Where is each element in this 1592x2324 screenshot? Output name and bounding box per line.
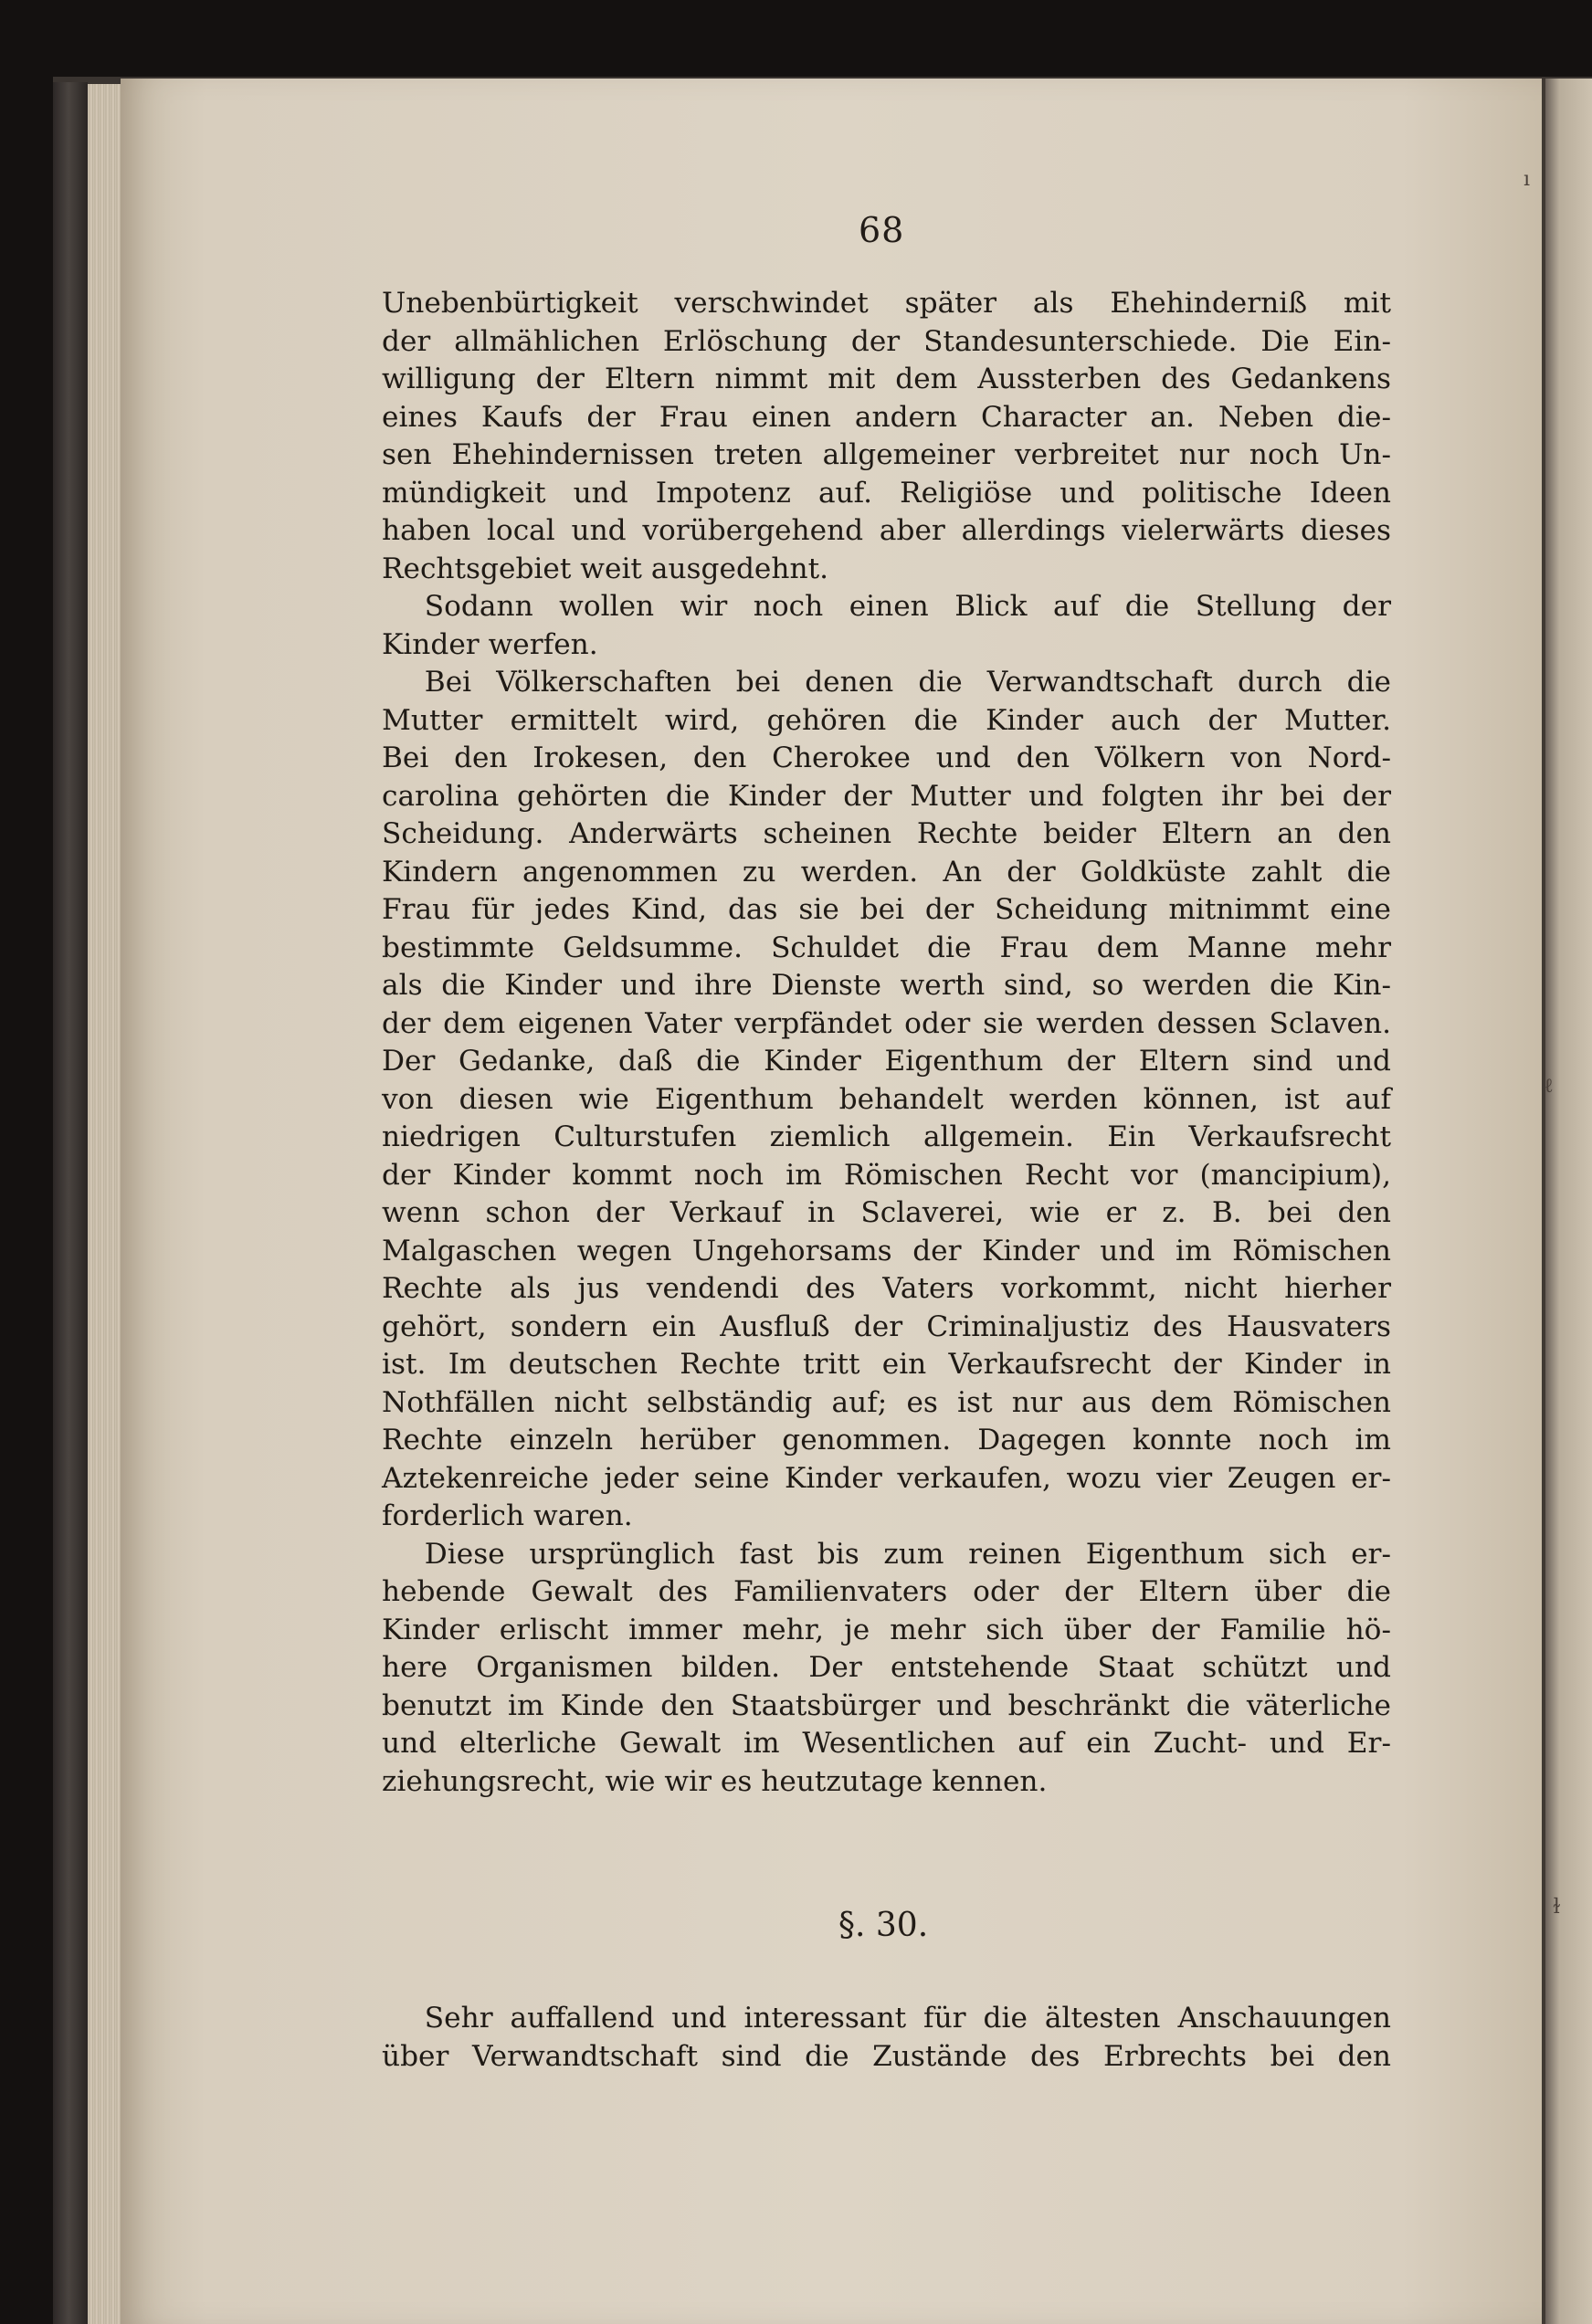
text-line: Sehr auffallend und interessant für die ältesten Anschauungen [382,2002,1391,2035]
text-line: Rechtsgebiet weit ausgedehnt. [382,552,829,585]
text-line: Kinder erlischt immer mehr, je mehr sich über der Familie hö- [382,1613,1391,1646]
text-line: ziehungsrecht, wie wir es heutzutage kennen. [382,1764,1048,1798]
facing-page-edge [1545,79,1592,2324]
text-line: Rechte einzeln herüber genommen. Dagegen konnte noch im [382,1424,1391,1456]
text-line: sen Ehehindernissen treten allgemeiner verbreitet nur noch Un- [382,438,1391,471]
text-line: der Kinder kommt noch im Römischen Recht vor (mancipium), [382,1158,1391,1192]
text-line: wenn schon der Verkauf in Sclaverei, wie er z. B. bei den [382,1196,1391,1229]
text-line: Nothfällen nicht selbständig auf; es ist nur aus dem Römischen [382,1385,1391,1419]
text-line: willigung der Eltern nimmt mit dem Aussterben des Gedankens [382,363,1391,395]
text-line: bestimmte Geldsumme. Schuldet die Frau dem Manne mehr [382,931,1391,964]
text-line: Malgaschen wegen Ungehorsams der Kinder und im Römischen [382,1234,1391,1267]
text-line: Diese ursprünglich fast bis zum reinen Eigenthum sich er- [382,1537,1391,1571]
text-line: carolina gehörten die Kinder der Mutter und folgten ihr bei der [382,779,1391,813]
text-line: benutzt im Kinde den Staatsbürger und beschränkt die väterliche [382,1688,1391,1722]
text-line: der allmählichen Erlöschung der Standesunterschiede. Die Ein- [382,324,1391,358]
text-line: ist. Im deutschen Rechte tritt ein Verkaufsrecht der Kinder in [382,1348,1391,1381]
text-line: Frau für jedes Kind, das sie bei der Scheidung mitnimmt eine [382,893,1391,926]
text-line: Kinder werfen. [382,627,598,661]
text-line: über Verwandtschaft sind die Zustände des Erbrechts bei den [382,2039,1391,2073]
text-line: Aztekenreiche jeder seine Kinder verkaufen, wozu vier Zeugen er- [382,1461,1391,1495]
text-line: niedrigen Culturstufen ziemlich allgemein. Ein Verkaufsrecht [382,1120,1391,1153]
text-line: Bei Völkerschaften bei denen die Verwandtschaft durch die [382,666,1391,699]
text-line: Kindern angenommen zu werden. An der Goldküste zahlt die [382,855,1391,889]
text-line: mündigkeit und Impotenz auf. Religiöse und politische Ideen [382,476,1391,510]
body-text [382,285,1391,1801]
text-line: here Organismen bilden. Der entstehende Staat schützt und [382,1651,1391,1684]
text-line: Sodann wollen wir noch einen Blick auf die Stellung der [382,590,1391,623]
text-line: haben local und vorübergehend aber allerdings vielerwärts dieses [382,514,1391,547]
book-spine-edge [53,82,88,2324]
text-line: von diesen wie Eigenthum behandelt werden können, ist auf [382,1082,1391,1116]
page-edges [88,84,124,2324]
text-line: Bei den Irokesen, den Cherokee und den Völkern von Nord- [382,741,1391,774]
margin-mark: ℓ [1544,1075,1554,1098]
text-line: der dem eigenen Vater verpfändet oder sie werden dessen Sclaven. [382,1006,1391,1040]
text-line: und elterliche Gewalt im Wesentlichen auf ein Zucht- und Er- [382,1727,1391,1760]
margin-mark: ɫ [1553,1896,1561,1919]
text-line: eines Kaufs der Frau einen andern Character an. Neben die- [382,400,1391,434]
text-line: gehört, sondern ein Ausfluß der Criminaljustiz des Hausvaters [382,1309,1391,1343]
text-line: forderlich waren. [382,1499,633,1532]
page-number: 68 [859,210,905,250]
text-line: hebende Gewalt des Familienvaters oder der Eltern über die [382,1575,1391,1608]
text-line: Scheidung. Anderwärts scheinen Rechte beider Eltern an den [382,817,1391,850]
text-line: Rechte als jus vendendi des Vaters vorkommt, nicht hierher [382,1272,1391,1305]
text-line: Unebenbürtigkeit verschwindet später als Ehehinderniß mit [382,287,1391,320]
text-line: Der Gedanke, daß die Kinder Eigenthum der Eltern sind und [382,1045,1391,1078]
section-heading: §. 30. [838,1907,929,1944]
text-line: als die Kinder und ihre Dienste werth sind, so werden die Kin- [382,969,1391,1002]
margin-mark: ı [1523,168,1531,191]
section-body-text [382,2000,1391,2076]
text-line: Mutter ermittelt wird, gehören die Kinder auch der Mutter. [382,703,1391,737]
